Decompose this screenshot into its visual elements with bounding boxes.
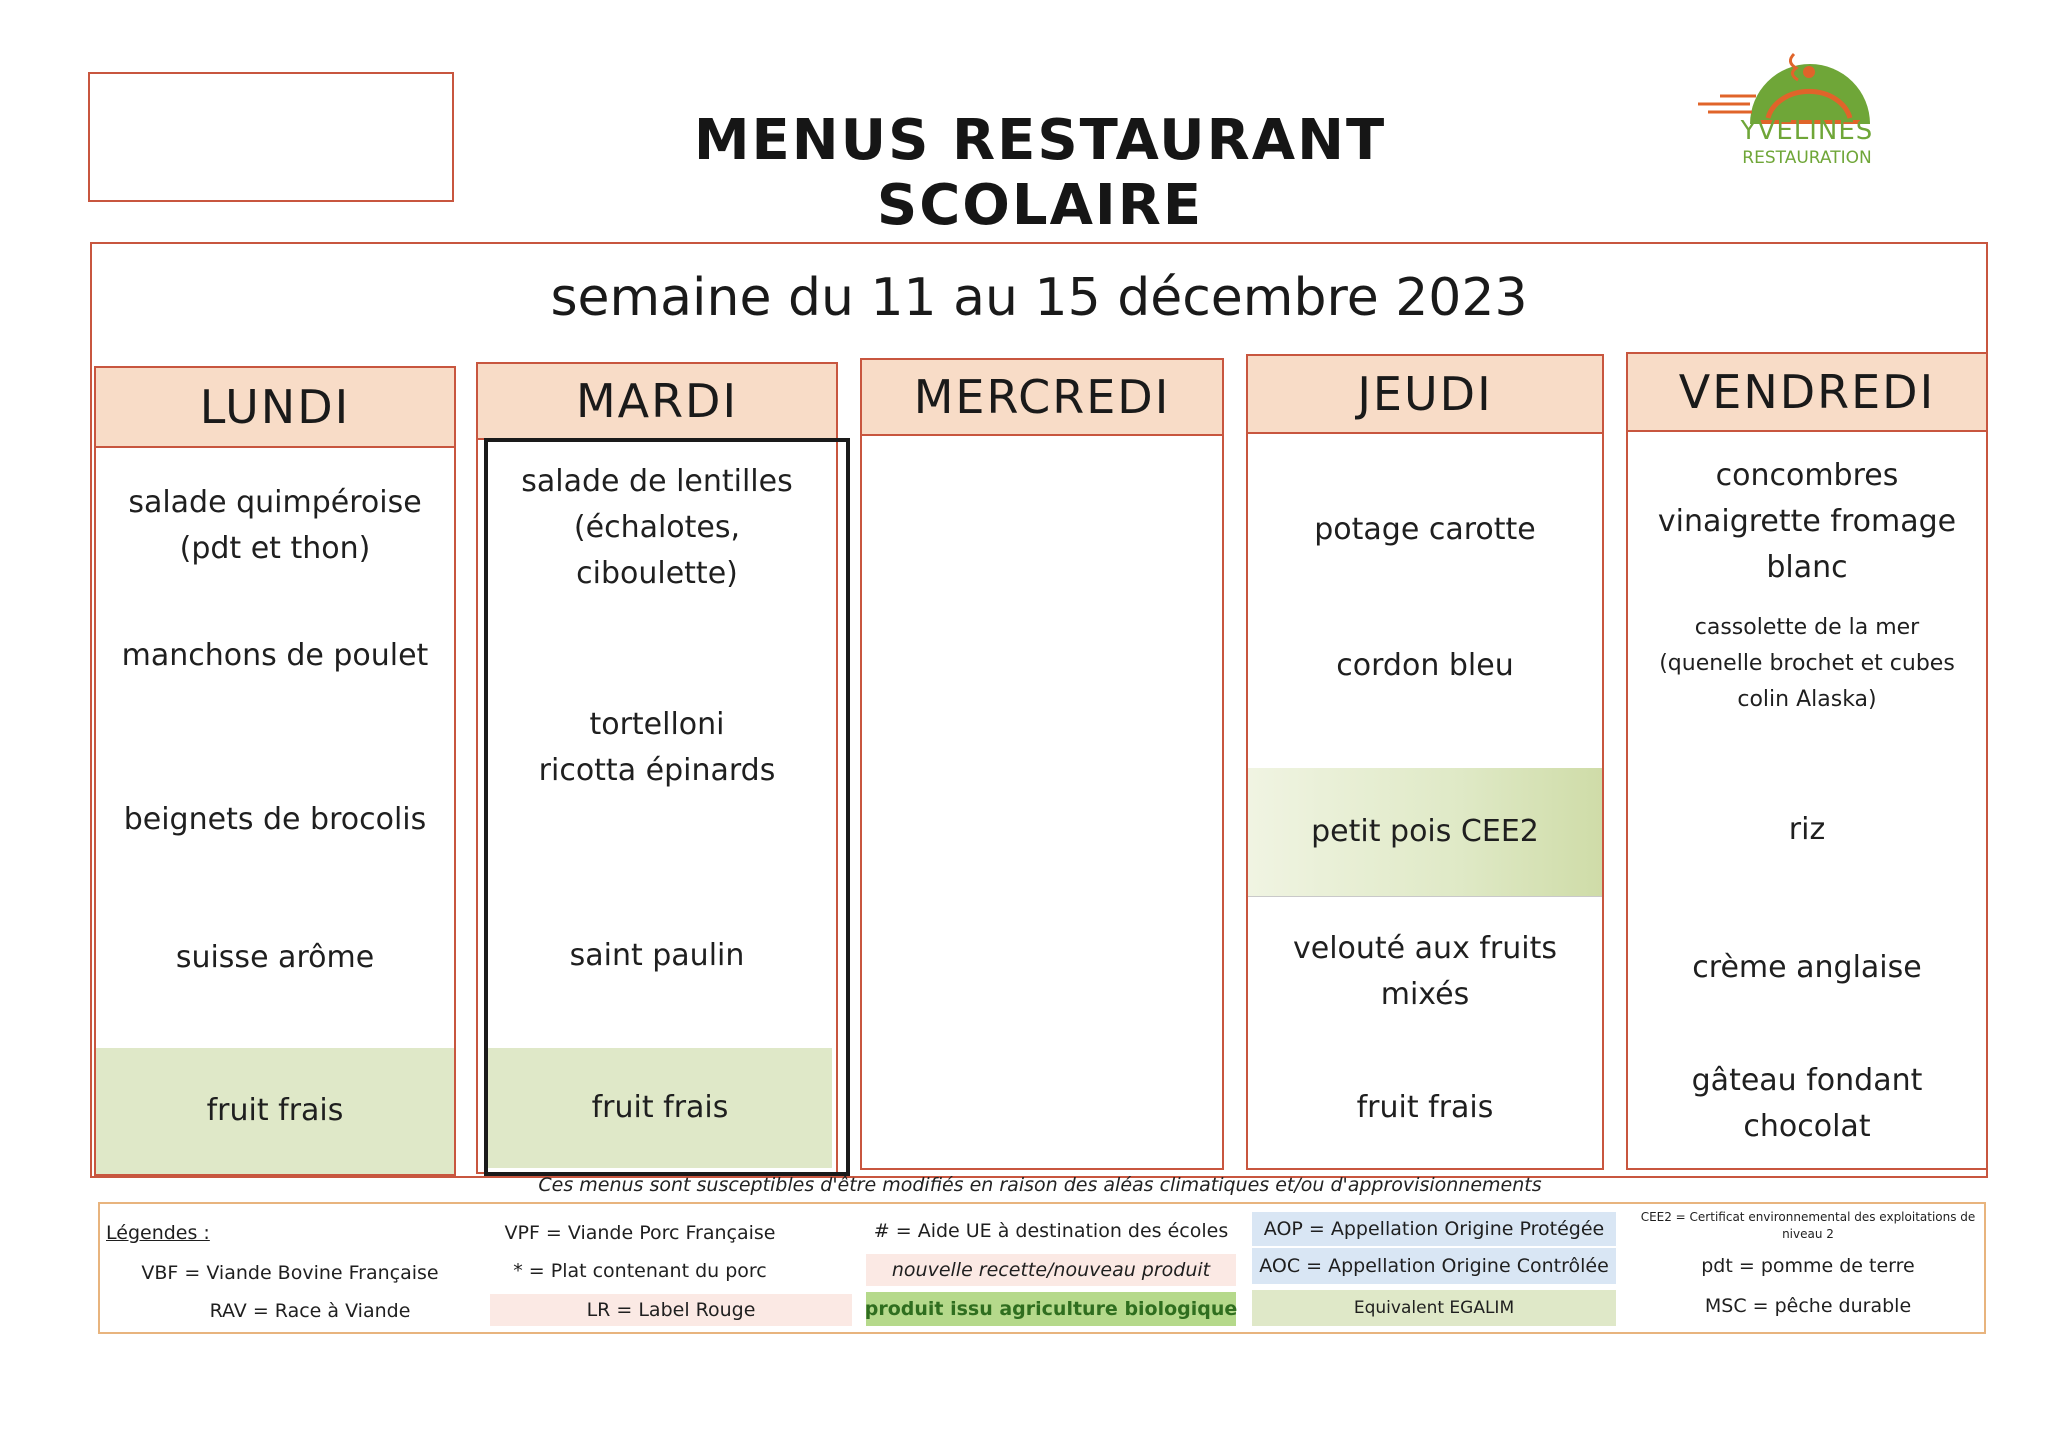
menu-item-mardi-entree: salade de lentilles (échalotes, ciboulette)	[521, 464, 793, 591]
week-title: semaine du 11 au 15 décembre 2023	[550, 268, 1528, 328]
legend-lr: LR = Label Rouge	[490, 1294, 852, 1326]
menu-item-jeudi-dessert: fruit frais	[1356, 1090, 1494, 1125]
day-header-lundi: LUNDI	[96, 368, 454, 448]
menu-item-mardi-dessert: fruit frais	[488, 1048, 832, 1168]
legend-heading: Légendes :	[106, 1222, 210, 1244]
disclaimer-notice: Ces menus sont susceptibles d'être modifiés en raison des aléas climatiques et/ou d'approvisionnements	[538, 1174, 1542, 1196]
legend-nouvelle: nouvelle recette/nouveau produit	[866, 1254, 1236, 1286]
legend-vpf: VPF = Viande Porc Française	[504, 1222, 776, 1244]
page-title: MENUS RESTAURANT SCOLAIRE	[693, 108, 1387, 238]
day-column-mercredi	[860, 358, 1224, 1170]
menu-item-mardi-fromage: saint paulin	[569, 938, 745, 973]
legend-aop: AOP = Appellation Origine Protégée	[1252, 1212, 1616, 1246]
legend-msc: MSC = pêche durable	[1704, 1295, 1912, 1317]
menu-item-jeudi-entree: potage carotte	[1314, 512, 1536, 547]
legend-aide: # = Aide UE à destination des écoles	[873, 1220, 1229, 1242]
legend-egalim: Equivalent EGALIM	[1252, 1290, 1616, 1326]
legend-porc: * = Plat contenant du porc	[513, 1260, 767, 1282]
menu-item-lundi-dessert: fruit frais	[96, 1048, 454, 1174]
menu-item-lundi-laitage: suisse arôme	[175, 940, 375, 975]
menu-item-vendredi-plat: cassolette de la mer (quenelle brochet et cubes colin Alaska)	[1659, 615, 1955, 712]
day-column-mardi	[476, 362, 838, 1174]
menu-item-lundi-entree: salade quimpéroise (pdt et thon)	[128, 485, 422, 566]
menu-item-mardi-plat: tortelloni ricotta épinards	[538, 707, 776, 788]
legend-vbf: VBF = Viande Bovine Française	[141, 1262, 439, 1284]
menu-item-jeudi-plat: cordon bleu	[1336, 648, 1514, 683]
day-header-vendredi: VENDREDI	[1628, 354, 1986, 432]
legend-cee2: CEE2 = Certificat environnemental des exploitations de niveau 2	[1640, 1210, 1976, 1241]
menu-item-vendredi-accompagnement: riz	[1788, 812, 1826, 847]
day-header-mercredi: MERCREDI	[862, 360, 1222, 436]
menu-item-lundi-plat: manchons de poulet	[121, 638, 429, 673]
menu-item-vendredi-dessert: gâteau fondant chocolat	[1691, 1063, 1923, 1144]
legend-box	[98, 1202, 1986, 1334]
day-column-vendredi	[1626, 352, 1988, 1170]
menu-item-vendredi-laitage: crème anglaise	[1692, 950, 1922, 985]
day-header-mardi: MARDI	[478, 364, 836, 440]
empty-label-box	[88, 72, 454, 202]
menu-item-jeudi-accompagnement: petit pois CEE2	[1248, 768, 1602, 897]
day-header-jeudi: JEUDI	[1248, 356, 1602, 434]
menu-item-vendredi-entree: concombres vinaigrette fromage blanc	[1657, 458, 1957, 585]
menu-item-jeudi-laitage: velouté aux fruits mixés	[1293, 931, 1557, 1012]
day-column-lundi	[94, 366, 456, 1176]
legend-pdt: pdt = pomme de terre	[1701, 1255, 1915, 1277]
logo-subtitle: RESTAURATION	[1742, 148, 1872, 168]
day-column-jeudi	[1246, 354, 1604, 1170]
logo-name: YVELINES	[1740, 116, 1874, 146]
menu-item-lundi-accompagnement: beignets de brocolis	[123, 802, 427, 837]
legend-bio: produit issu agriculture biologique	[866, 1292, 1236, 1326]
legend-rav: RAV = Race à Viande	[209, 1300, 411, 1322]
legend-aoc: AOC = Appellation Origine Contrôlée	[1252, 1248, 1616, 1284]
